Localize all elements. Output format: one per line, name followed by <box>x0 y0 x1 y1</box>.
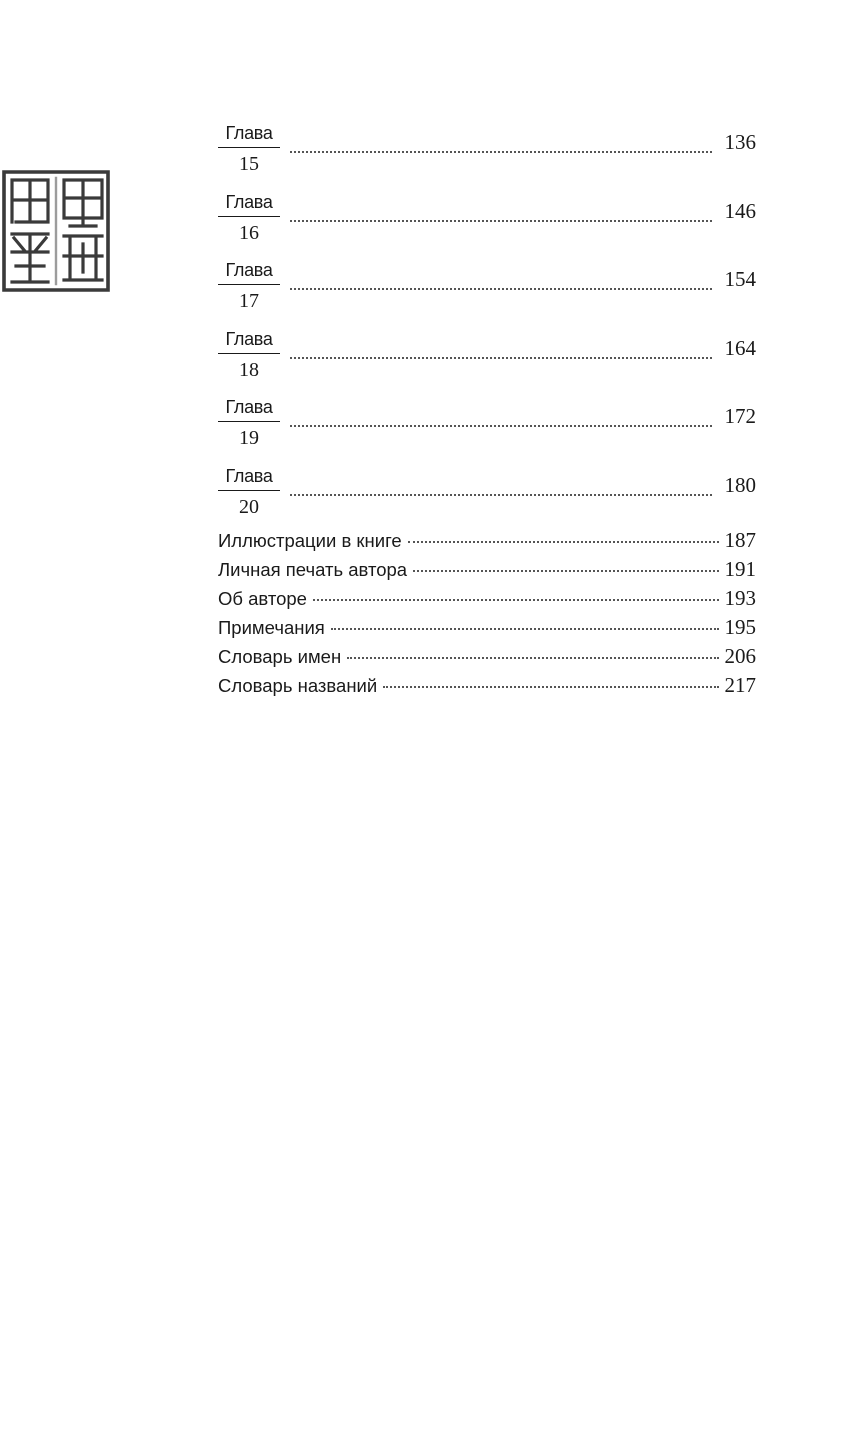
chapter-divider <box>218 490 280 491</box>
chapter-word: Глава <box>225 397 273 418</box>
toc-entry-titles-glossary[interactable] <box>218 673 756 702</box>
toc-chapter-entry[interactable] <box>218 328 756 397</box>
dot-leader <box>313 599 719 601</box>
dot-leader <box>290 137 712 153</box>
chapter-divider <box>218 353 280 354</box>
chapter-label <box>218 465 280 519</box>
dot-leader <box>290 411 712 427</box>
author-seal-stamp <box>0 168 112 294</box>
toc-back-matter <box>218 528 756 702</box>
chapter-divider <box>218 216 280 217</box>
entry-title: Личная печать автора <box>218 558 408 580</box>
chapter-label <box>218 122 280 176</box>
toc-entry-names-glossary[interactable] <box>218 644 756 673</box>
dot-leader <box>290 206 712 222</box>
chapter-number: 20 <box>239 495 259 518</box>
chapter-word: Глава <box>225 328 273 349</box>
chapter-label <box>218 396 280 450</box>
chapter-number: 17 <box>239 290 259 313</box>
toc-chapter-entry[interactable] <box>218 465 756 534</box>
dot-leader <box>413 570 718 572</box>
page-number: 146 <box>724 198 756 223</box>
dot-leader <box>290 480 712 496</box>
page-number: 195 <box>724 614 756 639</box>
page-number: 172 <box>724 404 756 429</box>
table-of-contents <box>218 122 756 702</box>
toc-chapter-entry[interactable] <box>218 191 756 260</box>
chapter-word: Глава <box>225 260 273 281</box>
toc-chapter-entry[interactable] <box>218 396 756 465</box>
chapter-number: 15 <box>239 153 259 175</box>
dot-leader <box>331 628 719 630</box>
chapter-label <box>218 191 280 245</box>
entry-title: Примечания <box>218 616 325 638</box>
page-number: 191 <box>724 556 756 581</box>
page-number: 180 <box>724 472 756 497</box>
chapter-word: Глава <box>225 465 273 486</box>
chapter-number: 18 <box>239 358 259 381</box>
dot-leader <box>290 274 712 290</box>
chapter-label <box>218 328 280 382</box>
chapter-number: 19 <box>239 427 259 450</box>
chapter-divider <box>218 284 280 285</box>
page-number: 193 <box>724 585 756 610</box>
dot-leader <box>347 657 718 659</box>
chapter-label <box>218 259 280 313</box>
chapter-divider <box>218 421 280 422</box>
toc-entry-author-seal[interactable] <box>218 557 756 586</box>
page-number: 154 <box>724 267 756 292</box>
toc-entry-notes[interactable] <box>218 615 756 644</box>
entry-title: Словарь названий <box>218 674 378 696</box>
page-number: 164 <box>724 335 756 360</box>
page-number: 217 <box>724 672 756 697</box>
chapter-word: Глава <box>225 123 273 143</box>
chapter-number: 16 <box>239 221 259 244</box>
dot-leader <box>383 686 718 688</box>
toc-chapter-entry[interactable] <box>218 259 756 328</box>
chapter-divider <box>218 147 280 148</box>
entry-title: Словарь имен <box>218 645 342 667</box>
dot-leader <box>408 541 719 543</box>
page-number: 187 <box>724 527 756 552</box>
chapter-word: Глава <box>225 191 273 212</box>
entry-title: Об авторе <box>218 587 307 609</box>
dot-leader <box>290 343 712 359</box>
toc-chapter-entry[interactable] <box>218 122 756 191</box>
page-number: 206 <box>724 643 756 668</box>
page-number: 136 <box>724 130 756 154</box>
entry-title: Иллюстрации в книге <box>218 529 402 551</box>
toc-entry-about-author[interactable] <box>218 586 756 615</box>
